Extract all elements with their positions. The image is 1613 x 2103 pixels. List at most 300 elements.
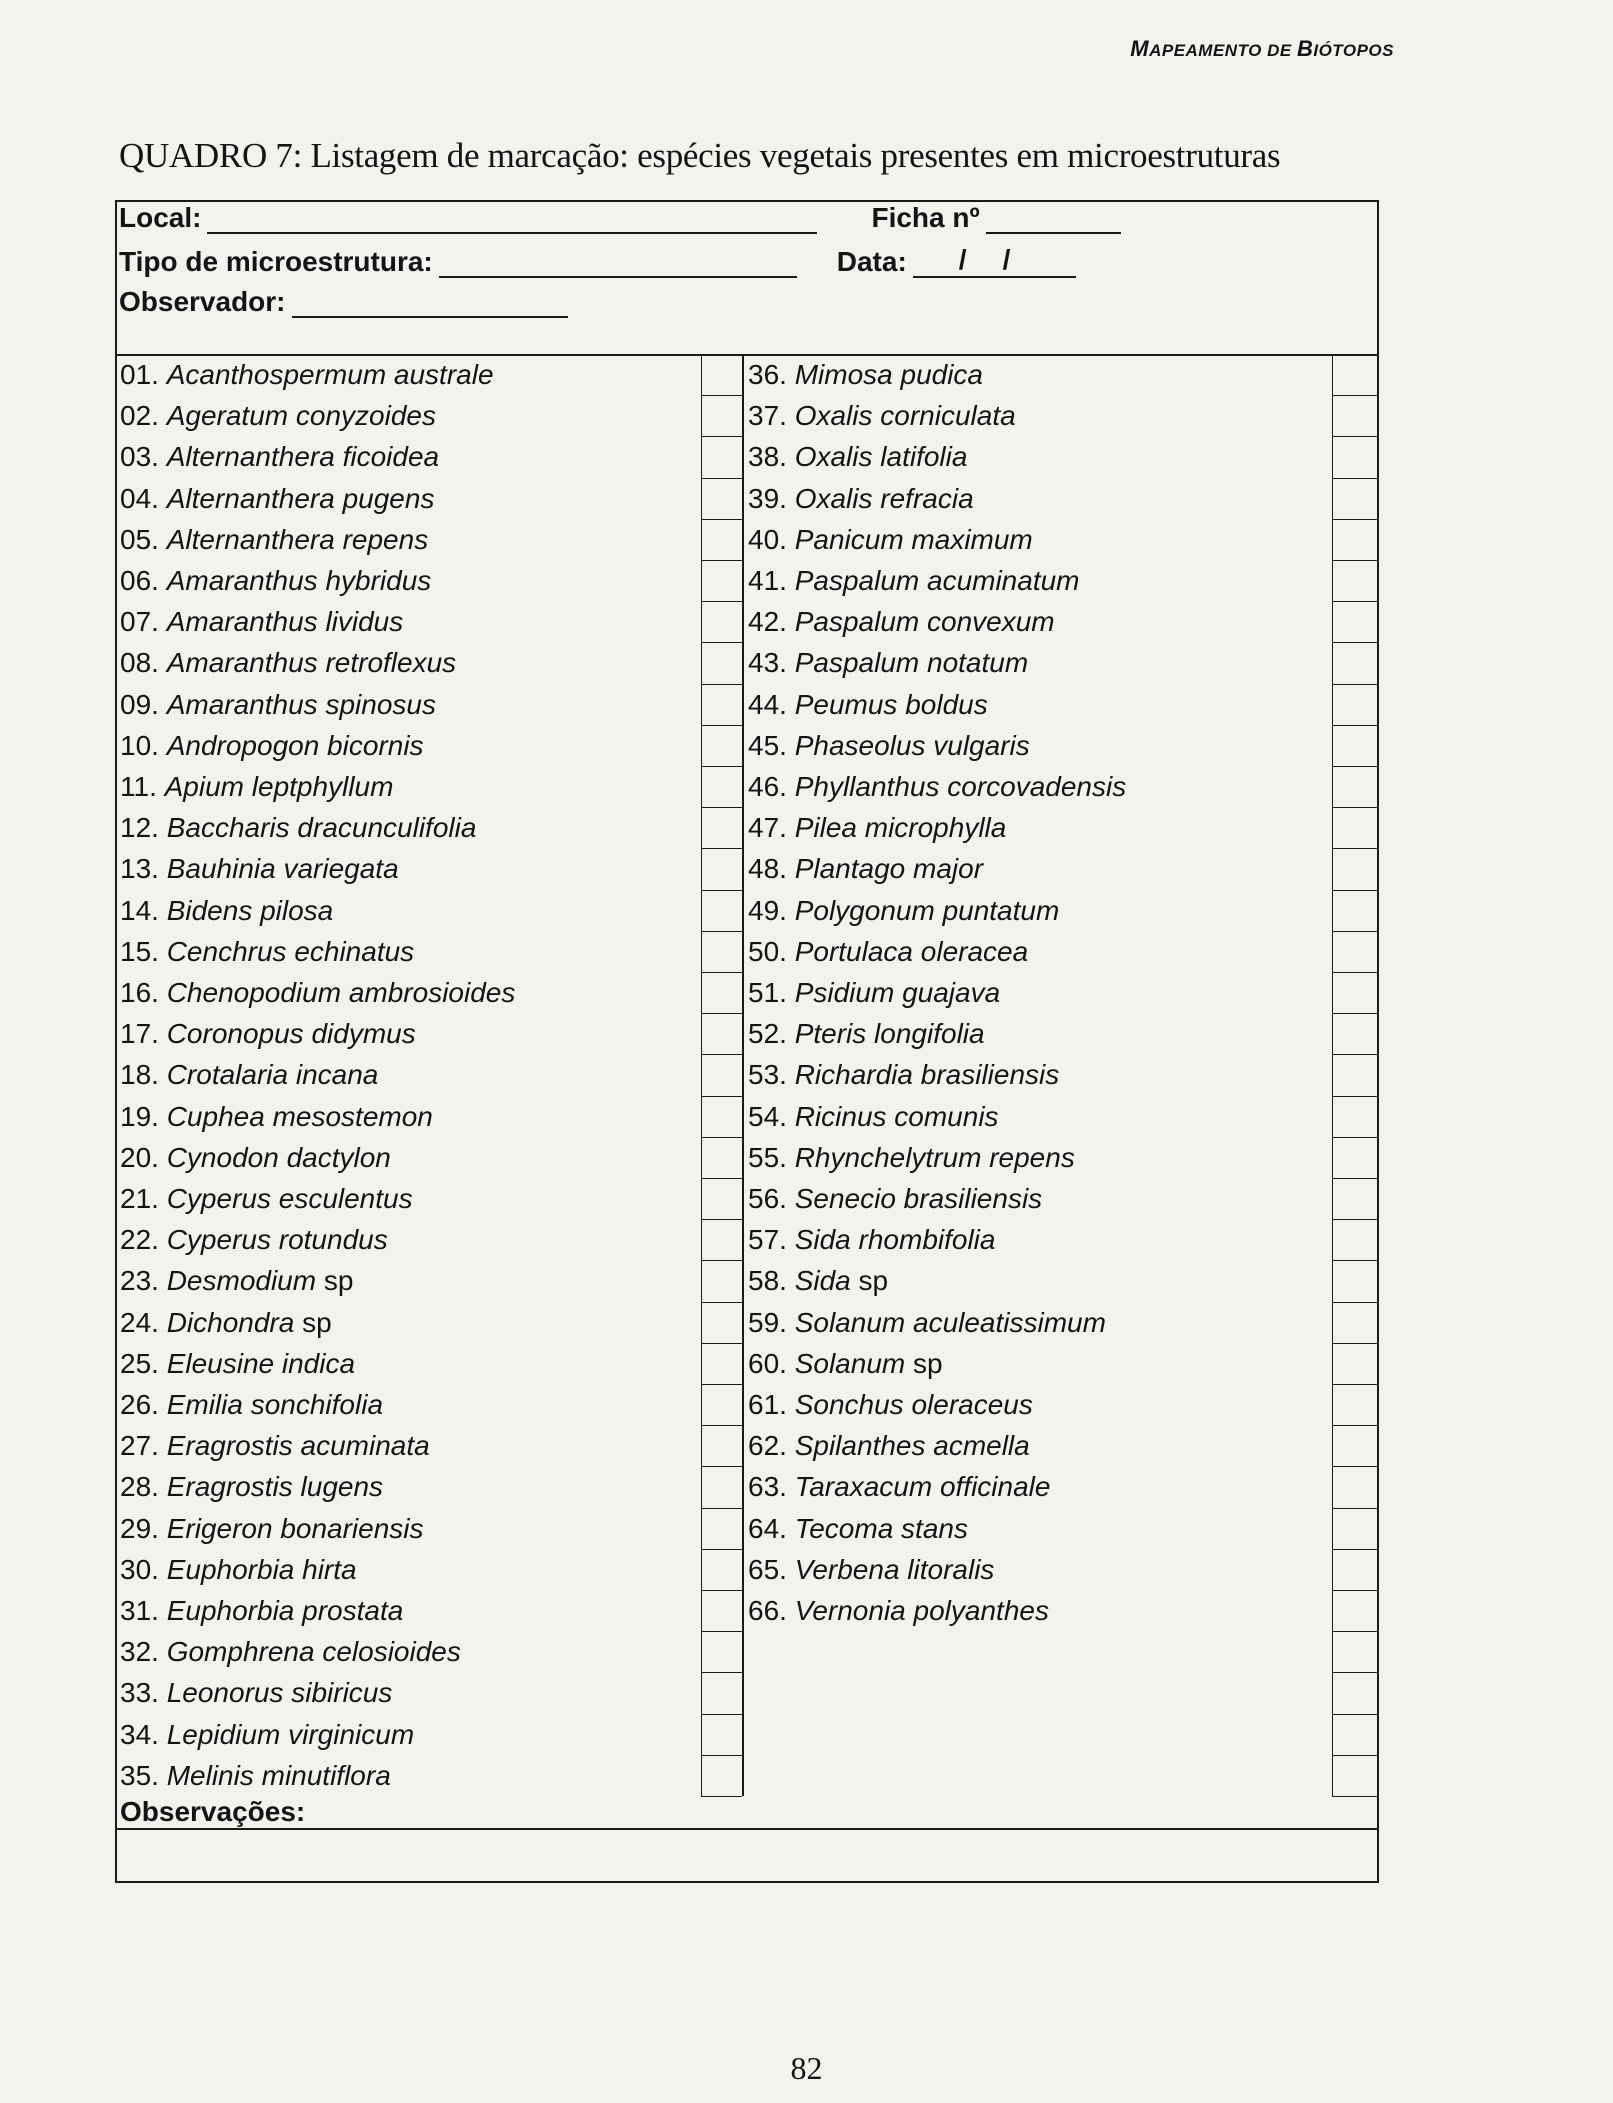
left-species-checkbox[interactable]: [701, 1672, 742, 1713]
species-item: [120, 1266, 353, 1296]
species-name: Cyperus esculentus: [166, 1183, 413, 1214]
right-checkbox-row-line: [1332, 1590, 1379, 1591]
right-checkbox-row-line: [1332, 1508, 1379, 1509]
data-day-field[interactable]: [913, 254, 959, 278]
species-suffix: sp: [850, 1265, 889, 1297]
species-name: Pilea microphylla: [794, 812, 1007, 844]
species-name: Paspalum convexum: [794, 606, 1055, 638]
species-number: 41.: [748, 565, 795, 596]
species-item: [120, 1308, 332, 1338]
species-number: 46.: [748, 771, 795, 802]
right-checkbox-row-line: [1332, 436, 1379, 437]
right-species-checkbox[interactable]: [1332, 1260, 1379, 1301]
species-number: 03.: [120, 441, 167, 473]
species-item: [748, 484, 974, 514]
right-species-checkbox[interactable]: [1332, 560, 1379, 601]
data-month-field[interactable]: [967, 254, 1003, 278]
left-species-checkbox[interactable]: [701, 1549, 742, 1590]
right-checkbox-row-line: [1332, 1219, 1379, 1220]
species-item: [120, 1349, 355, 1379]
species-number: 11.: [120, 771, 165, 802]
local-row: [119, 202, 1121, 234]
species-name: Sida: [794, 1265, 851, 1297]
right-species-checkbox[interactable]: [1332, 766, 1379, 807]
left-species-checkbox[interactable]: [701, 1755, 742, 1796]
right-species-checkbox[interactable]: [1332, 1384, 1379, 1425]
species-number: 26.: [120, 1389, 167, 1420]
species-number: 20.: [120, 1141, 167, 1173]
right-checkbox-row-line: [1332, 1137, 1379, 1138]
left-checkbox-row-line: [701, 725, 742, 726]
left-species-checkbox[interactable]: [701, 890, 742, 931]
left-checkbox-row-line: [701, 1466, 742, 1467]
species-item: [748, 1060, 1059, 1090]
left-checkbox-row-line: [701, 1219, 742, 1220]
right-species-checkbox[interactable]: [1332, 1178, 1379, 1219]
species-suffix: sp: [905, 1347, 943, 1379]
right-species-checkbox[interactable]: [1332, 395, 1379, 436]
left-checkbox-row-line: [701, 1796, 742, 1797]
left-checkbox-row-line: [701, 1549, 742, 1550]
species-number: 13.: [120, 853, 167, 885]
species-item: [120, 1143, 391, 1173]
right-checkbox-row-line: [1332, 1178, 1379, 1179]
species-item: [120, 1060, 378, 1090]
species-number: 57.: [748, 1224, 795, 1256]
species-item: [748, 1390, 1033, 1420]
left-species-checkbox[interactable]: [701, 1096, 742, 1137]
left-checkbox-row-line: [701, 931, 742, 932]
species-number: 59.: [748, 1306, 795, 1338]
species-item: [748, 937, 1028, 967]
species-item: [748, 525, 1033, 555]
species-name: Phaseolus vulgaris: [794, 729, 1030, 761]
page-title: QUADRO 7: Listagem de marcação: espécies vegetais presentes em microestruturas: [119, 136, 1281, 175]
species-number: 56.: [748, 1183, 795, 1214]
left-species-checkbox[interactable]: [701, 931, 742, 972]
species-number: 34.: [120, 1718, 167, 1750]
species-item: [120, 484, 434, 514]
species-name: Melinis minutiflora: [166, 1759, 391, 1791]
species-name: Alternanthera repens: [166, 523, 429, 555]
species-name: Peumus boldus: [794, 688, 988, 720]
species-item: [748, 566, 1080, 596]
left-species-checkbox[interactable]: [701, 1137, 742, 1178]
species-item: [748, 731, 1030, 761]
species-item: [120, 1596, 403, 1626]
species-name: Eleusine indica: [166, 1347, 356, 1379]
data-label: Data:: [836, 246, 907, 277]
species-number: 40.: [748, 523, 795, 555]
species-name: Psidium guajava: [794, 977, 1001, 1008]
left-checkbox-row-line: [701, 1013, 742, 1014]
left-species-checkbox[interactable]: [701, 436, 742, 477]
species-item: [120, 607, 403, 637]
species-number: 21.: [120, 1183, 167, 1214]
right-species-checkbox[interactable]: [1332, 1343, 1379, 1384]
observador-field[interactable]: [292, 294, 568, 318]
right-species-checkbox[interactable]: [1332, 848, 1379, 889]
left-species-checkbox[interactable]: [701, 1054, 742, 1095]
left-species-checkbox[interactable]: [701, 642, 742, 683]
left-checkbox-row-line: [701, 1302, 742, 1303]
left-checkbox-row-line: [701, 601, 742, 602]
right-species-checkbox[interactable]: [1332, 931, 1379, 972]
observador-label: Observador:: [119, 286, 286, 317]
species-name: Plantago major: [794, 853, 984, 885]
species-number: 49.: [748, 894, 795, 926]
left-checkbox-row-line: [701, 560, 742, 561]
species-item: [748, 1225, 995, 1255]
species-item: [120, 1102, 433, 1132]
species-item: [748, 1596, 1049, 1626]
species-name: Oxalis corniculata: [794, 400, 1016, 432]
species-number: 33.: [120, 1677, 167, 1709]
right-species-checkbox[interactable]: [1332, 642, 1379, 683]
right-checkbox-row-line: [1332, 1096, 1379, 1097]
left-species-checkbox[interactable]: [701, 1302, 742, 1343]
species-number: 35.: [120, 1759, 167, 1791]
species-number: 10.: [120, 729, 167, 761]
right-species-checkbox[interactable]: [1332, 1054, 1379, 1095]
left-species-checkbox[interactable]: [701, 1590, 742, 1631]
species-name: Taraxacum officinale: [794, 1471, 1051, 1503]
left-checkbox-row-line: [701, 519, 742, 520]
species-item: [748, 690, 988, 720]
species-item: [748, 1514, 968, 1544]
running-head-rest-2: IÓTOPOS: [1313, 41, 1394, 60]
species-number: 15.: [120, 935, 167, 967]
left-checkbox-row-line: [701, 1178, 742, 1179]
species-name: Oxalis refracia: [794, 482, 974, 514]
species-item: [120, 1637, 461, 1667]
species-name: Mimosa pudica: [794, 359, 984, 390]
species-item: [748, 772, 1126, 802]
species-name: Apium leptphyllum: [164, 771, 394, 802]
ficha-label: Ficha nº: [871, 202, 980, 233]
left-checkbox-row-line: [701, 478, 742, 479]
right-species-checkbox[interactable]: [1332, 1219, 1379, 1260]
species-name: Oxalis latifolia: [794, 441, 968, 473]
species-number: 39.: [748, 482, 795, 514]
species-number: 65.: [748, 1553, 795, 1585]
species-item: [748, 360, 983, 390]
right-checkbox-row-line: [1332, 1425, 1379, 1426]
left-checkbox-row-line: [701, 1508, 742, 1509]
right-checkbox-row-line: [1332, 725, 1379, 726]
species-name: Panicum maximum: [794, 523, 1033, 555]
left-checkbox-row-line: [701, 1590, 742, 1591]
species-number: 16.: [120, 977, 167, 1008]
left-species-checkbox[interactable]: [701, 478, 742, 519]
running-head-m: M: [1130, 36, 1150, 61]
right-species-checkbox[interactable]: [1332, 1549, 1379, 1590]
species-name: Amaranthus spinosus: [166, 688, 436, 720]
species-item: [120, 1514, 424, 1544]
species-name: Chenopodium ambrosioides: [166, 977, 516, 1008]
species-item: [120, 1720, 414, 1750]
species-number: 25.: [120, 1347, 167, 1379]
right-species-checkbox[interactable]: [1332, 1137, 1379, 1178]
tipo-row: [119, 244, 1076, 278]
left-species-checkbox[interactable]: [701, 395, 742, 436]
ficha-field[interactable]: [986, 210, 1121, 234]
right-species-checkbox[interactable]: [1332, 478, 1379, 519]
right-checkbox-row-line: [1332, 1466, 1379, 1467]
right-species-checkbox[interactable]: [1332, 1508, 1379, 1549]
species-number: 60.: [748, 1347, 795, 1379]
right-species-checkbox[interactable]: [1332, 972, 1379, 1013]
species-number: 12.: [120, 812, 167, 844]
right-species-checkbox[interactable]: [1332, 1096, 1379, 1137]
right-species-checkbox[interactable]: [1332, 807, 1379, 848]
right-species-checkbox[interactable]: [1332, 890, 1379, 931]
species-name: Coronopus didymus: [166, 1018, 416, 1050]
species-number: 18.: [120, 1059, 167, 1091]
observacoes-separator: [117, 1828, 1377, 1830]
species-name: Rhynchelytrum repens: [794, 1141, 1075, 1173]
species-name: Bidens pilosa: [166, 894, 334, 926]
species-number: 45.: [748, 729, 795, 761]
left-species-checkbox[interactable]: [701, 1631, 742, 1672]
species-number: 61.: [748, 1389, 795, 1420]
species-name: Erigeron bonariensis: [166, 1512, 424, 1544]
marking-form: [115, 200, 1379, 1883]
species-number: 64.: [748, 1512, 795, 1544]
species-item: [120, 1390, 383, 1420]
species-item: [120, 937, 414, 967]
species-name: Paspalum acuminatum: [794, 565, 1080, 596]
species-name: Gomphrena celosioides: [166, 1636, 461, 1668]
species-item: [748, 401, 1016, 431]
right-species-checkbox[interactable]: [1332, 1590, 1379, 1631]
right-species-checkbox[interactable]: [1332, 519, 1379, 560]
right-species-checkbox[interactable]: [1332, 1013, 1379, 1054]
species-item: [748, 813, 1006, 843]
species-item: [120, 1678, 392, 1708]
left-checkbox-row-line: [701, 1631, 742, 1632]
left-checkbox-row-line: [701, 1343, 742, 1344]
right-species-checkbox[interactable]: [1332, 1302, 1379, 1343]
species-number: 02.: [120, 400, 167, 432]
species-name: Bauhinia variegata: [166, 853, 399, 885]
left-species-checkbox[interactable]: [701, 766, 742, 807]
left-checkbox-row-line: [701, 1714, 742, 1715]
species-number: 58.: [748, 1265, 795, 1297]
left-species-checkbox[interactable]: [701, 560, 742, 601]
species-item: [120, 772, 393, 802]
species-number: 44.: [748, 688, 795, 720]
right-checkbox-row-line: [1332, 931, 1379, 932]
local-label: Local:: [119, 202, 202, 233]
species-item: [748, 1143, 1075, 1173]
left-species-checkbox[interactable]: [701, 725, 742, 766]
observador-row: [119, 286, 568, 318]
left-species-checkbox[interactable]: [701, 1466, 742, 1507]
data-year-field[interactable]: [1010, 254, 1076, 278]
right-checkbox-row-line: [1332, 1260, 1379, 1261]
right-checkbox-row-line: [1332, 560, 1379, 561]
observacoes-label: Observações:: [120, 1796, 306, 1827]
left-species-checkbox[interactable]: [701, 684, 742, 725]
species-number: 28.: [120, 1471, 167, 1503]
header-separator: [117, 354, 1377, 356]
left-checkbox-row-line: [701, 1425, 742, 1426]
species-item: [120, 1225, 388, 1255]
right-checkbox-row-line: [1332, 890, 1379, 891]
species-number: 48.: [748, 853, 795, 885]
species-name: Tecoma stans: [794, 1512, 968, 1544]
species-number: 09.: [120, 688, 167, 720]
left-species-checkbox[interactable]: [701, 1013, 742, 1054]
species-name: Leonorus sibiricus: [166, 1677, 393, 1709]
species-item: [120, 896, 333, 926]
species-item: [120, 648, 456, 678]
species-number: 14.: [120, 894, 167, 926]
species-name: Pteris longifolia: [794, 1018, 985, 1050]
species-name: Paspalum notatum: [794, 647, 1029, 679]
species-item: [748, 854, 983, 884]
species-name: Cyperus rotundus: [166, 1224, 388, 1256]
species-item: [120, 1761, 391, 1791]
species-number: 29.: [120, 1512, 167, 1544]
species-number: 37.: [748, 400, 795, 432]
tipo-field[interactable]: [439, 254, 797, 278]
left-species-checkbox[interactable]: [701, 601, 742, 642]
right-checkbox-row-line: [1332, 1672, 1379, 1673]
species-name: Cuphea mesostemon: [166, 1100, 433, 1132]
species-item: [748, 1266, 888, 1296]
species-name: Cynodon dactylon: [166, 1141, 391, 1173]
right-checkbox-row-line: [1332, 478, 1379, 479]
left-checkbox-row-line: [701, 1384, 742, 1385]
species-number: 55.: [748, 1141, 795, 1173]
species-item: [748, 442, 967, 472]
species-item: [120, 1431, 430, 1461]
species-number: 32.: [120, 1636, 167, 1668]
species-item: [120, 566, 431, 596]
species-name: Amaranthus hybridus: [166, 565, 432, 596]
right-species-checkbox[interactable]: [1332, 354, 1379, 395]
left-species-checkbox[interactable]: [701, 1508, 742, 1549]
species-number: 47.: [748, 812, 795, 844]
species-number: 50.: [748, 935, 795, 967]
left-checkbox-row-line: [701, 890, 742, 891]
species-name: Portulaca oleracea: [794, 935, 1029, 967]
left-checkbox-row-line: [701, 848, 742, 849]
left-species-checkbox[interactable]: [701, 807, 742, 848]
species-item: [120, 978, 515, 1008]
left-checkbox-row-line: [701, 1672, 742, 1673]
species-item: [748, 607, 1055, 637]
species-number: 66.: [748, 1595, 795, 1626]
right-checkbox-row-line: [1332, 519, 1379, 520]
left-species-checkbox[interactable]: [701, 848, 742, 889]
species-number: 08.: [120, 647, 167, 679]
species-item: [120, 1555, 357, 1585]
right-checkbox-row-line: [1332, 1755, 1379, 1756]
species-name: Cenchrus echinatus: [166, 935, 415, 967]
species-number: 53.: [748, 1059, 795, 1091]
left-checkbox-row-line: [701, 1260, 742, 1261]
running-head: [1130, 36, 1394, 62]
left-species-checkbox[interactable]: [701, 1384, 742, 1425]
left-species-checkbox[interactable]: [701, 1343, 742, 1384]
species-name: Solanum aculeatissimum: [794, 1306, 1106, 1338]
right-species-checkbox[interactable]: [1332, 436, 1379, 477]
right-species-checkbox[interactable]: [1332, 1425, 1379, 1466]
species-name: Solanum: [794, 1347, 906, 1379]
species-name: Lepidium virginicum: [166, 1718, 415, 1750]
right-checkbox-row-line: [1332, 601, 1379, 602]
right-species-checkbox[interactable]: [1332, 725, 1379, 766]
local-field[interactable]: [207, 210, 817, 234]
right-species-checkbox[interactable]: [1332, 1466, 1379, 1507]
species-name: Desmodium: [166, 1265, 317, 1297]
left-checkbox-row-line: [701, 1137, 742, 1138]
species-number: 52.: [748, 1018, 795, 1050]
species-number: 23.: [120, 1265, 167, 1297]
species-name: Dichondra: [166, 1306, 295, 1338]
species-item: [748, 896, 1059, 926]
species-number: 27.: [120, 1430, 167, 1462]
right-checkbox-row-line: [1332, 1631, 1379, 1632]
page-number: 82: [790, 2050, 823, 2086]
left-species-checkbox[interactable]: [701, 1425, 742, 1466]
species-name: Euphorbia hirta: [166, 1553, 357, 1585]
left-species-checkbox[interactable]: [701, 1178, 742, 1219]
left-checkbox-row-line: [701, 1054, 742, 1055]
right-species-checkbox[interactable]: [1332, 601, 1379, 642]
species-name: Senecio brasiliensis: [794, 1183, 1043, 1214]
left-species-checkbox[interactable]: [701, 1714, 742, 1755]
species-item: [120, 360, 494, 390]
species-number: 24.: [120, 1306, 167, 1338]
right-checkbox-row-line: [1332, 1714, 1379, 1715]
right-checkbox-row-line: [1332, 642, 1379, 643]
left-species-checkbox[interactable]: [701, 1219, 742, 1260]
species-name: Baccharis dracunculifolia: [166, 812, 477, 844]
species-item: [748, 1019, 985, 1049]
species-item: [120, 1019, 416, 1049]
species-item: [120, 1472, 383, 1502]
data-sep-1: /: [959, 244, 967, 278]
left-species-checkbox[interactable]: [701, 354, 742, 395]
species-item: [748, 1308, 1106, 1338]
right-checkbox-row-line: [1332, 1343, 1379, 1344]
species-item: [748, 1555, 994, 1585]
left-species-checkbox[interactable]: [701, 972, 742, 1013]
species-name: Polygonum puntatum: [794, 894, 1060, 926]
species-name: Verbena litoralis: [794, 1553, 995, 1585]
running-head-b: B: [1296, 36, 1314, 61]
left-species-checkbox[interactable]: [701, 519, 742, 560]
species-item: [748, 1349, 943, 1379]
species-name: Ricinus comunis: [794, 1100, 999, 1132]
species-name: Phyllanthus corcovadensis: [794, 771, 1127, 802]
species-name: Acanthospermum australe: [166, 359, 494, 390]
species-name: Spilanthes acmella: [794, 1430, 1030, 1462]
left-species-checkbox[interactable]: [701, 1260, 742, 1301]
species-name: Crotalaria incana: [166, 1059, 379, 1091]
species-name: Euphorbia prostata: [166, 1595, 404, 1626]
right-species-checkbox[interactable]: [1332, 684, 1379, 725]
species-number: 38.: [748, 441, 795, 473]
left-checkbox-row-line: [701, 642, 742, 643]
species-item: [748, 1184, 1042, 1214]
right-checkbox-row-line: [1332, 684, 1379, 685]
species-number: 19.: [120, 1100, 167, 1132]
